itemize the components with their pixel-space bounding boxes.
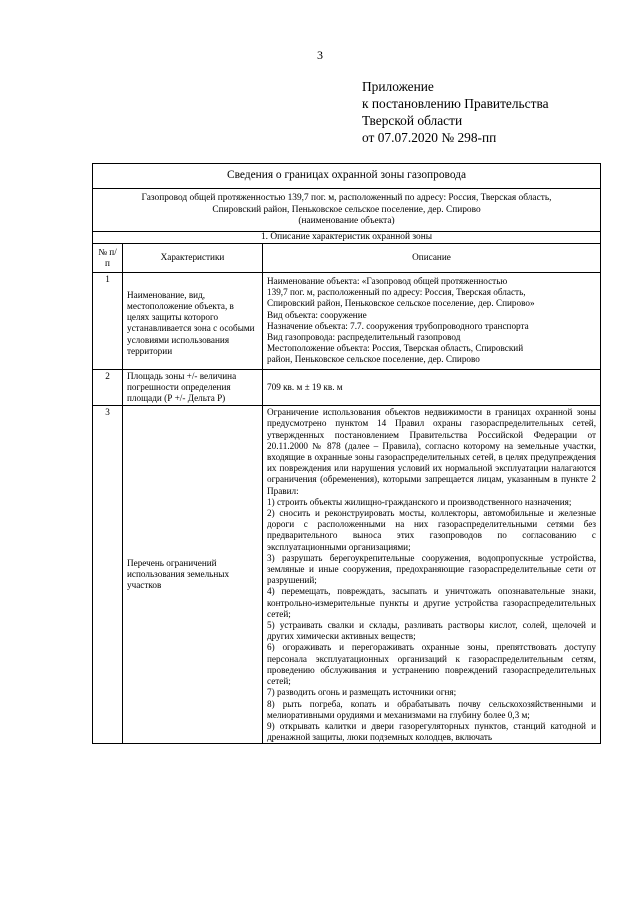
appendix-line: Приложение: [362, 79, 434, 94]
object-name-cell: [93, 189, 601, 232]
description-line: район, Пеньковское сельское поселение, дер. Спирово: [267, 354, 480, 365]
restriction-item: 1) строить объекты жилищно-гражданского и производственного назначения;: [267, 496, 572, 507]
object-name-caption: (наименование объекта): [298, 216, 395, 227]
row-number: 2: [93, 369, 123, 406]
page-number: 3: [317, 48, 323, 62]
appendix-header: [362, 78, 632, 146]
table-title: Сведения о границах охранной зоны газопровода: [93, 164, 601, 189]
row-characteristic: Площадь зоны +/- величина погрешности определения площади (Р +/- Дельта Р): [123, 369, 263, 406]
restriction-item: 6) огораживать и перегораживать охранные зоны, препятствовать доступу персонала эксплуатационных организаций к газораспределительным сетям, проведению обслуживания и устранению повреждений газораспределительных сетей;: [267, 642, 597, 687]
object-name-line: Газопровод общей протяженностью 139,7 пог. м, расположенный по адресу: Россия, Тверская область,: [141, 193, 552, 203]
description-line: Спировский район, Пеньковское сельское поселение, дер. Спирово»: [267, 298, 535, 309]
description-line: 139,7 пог. м, расположенный по адресу: Россия, Тверская область,: [267, 287, 526, 298]
header-description: Описание: [263, 243, 601, 272]
row-description: [263, 272, 601, 369]
table-row: [93, 272, 601, 369]
row-number: 3: [93, 406, 123, 744]
description-line: Назначение объекта: 7.7. сооружения трубопроводного транспорта: [267, 320, 529, 331]
table-row: [93, 369, 601, 406]
header-num: № п/п: [93, 243, 123, 272]
object-name-line: Спировский район, Пеньковское сельское поселение, дер. Спирово: [212, 204, 481, 215]
row-characteristic: Перечень ограничений использования земельных участков: [123, 406, 263, 744]
description-line: Наименование объекта: «Газопровод общей протяженностью: [267, 275, 508, 286]
row-description: 709 кв. м ± 19 кв. м: [263, 369, 601, 406]
section-title: 1. Описание характеристик охранной зоны: [93, 231, 601, 243]
row-description: [263, 406, 601, 744]
appendix-line: к постановлению Правительства: [362, 96, 549, 111]
description-line: Местоположение объекта: Россия, Тверская область, Спировский: [267, 343, 524, 354]
appendix-line: от 07.07.2020 № 298-пп: [362, 130, 497, 145]
row-number: 1: [93, 272, 123, 369]
restriction-item: 7) разводить огонь и размещать источники огня;: [267, 687, 457, 698]
restriction-item: 3) разрушать берегоукрепительные сооружения, водопропускные устройства, земляные и иные сооружения, предохраняющие газораспределительные сети от разрушений;: [267, 552, 597, 586]
row-characteristic: Наименование, вид, местоположение объекта, в целях защиты которого устанавливается зона с особыми условиями использования территории: [123, 272, 263, 369]
description-line: Вид объекта: сооружение: [267, 309, 367, 320]
restriction-item: 9) открывать калитки и двери газорегуляторных пунктов, станций катодной и дренажной защиты, люки подземных колодцев, включать: [267, 720, 597, 743]
protection-zone-table: [92, 163, 601, 744]
header-characteristics: Характеристики: [123, 243, 263, 272]
restriction-item: 2) сносить и реконструировать мосты, коллекторы, автомобильные и железные дороги с расположенными на них газораспределительными сетями без предварительного выноса этих газопроводов по согласованию с эксплуатационными организациями;: [267, 508, 597, 552]
restriction-item: 4) перемещать, повреждать, засыпать и уничтожать опознавательные знаки, контрольно-измерительные пункты и другие устройства газораспределительных сетей;: [267, 586, 597, 619]
restriction-paragraph: Ограничение использования объектов недвижимости в границах охранной зоны предусмотрено пунктом 14 Правил охраны газораспределительных сетей, утвержденных постановлением Правительства Российской Федерации от 20.11.2000 № 878 (далее – Правила), согласно которому на земельные участки, входящие в охранные зоны газораспределительных сетей, в целях предупреждения их повреждения или нарушения условий их нормальной эксплуатации налагаются ограничения (обременения), которыми запрещается лицам, указанным в пункте 2 Правил:: [267, 407, 597, 496]
table-row: [93, 406, 601, 744]
description-line: Вид газопровода: распределительный газопровод: [267, 332, 461, 342]
restriction-item: 8) рыть погреба, копать и обрабатывать почву сельскохозяйственными и мелиоративными орудиями и механизмами на глубину более 0,3 м;: [267, 698, 597, 720]
restriction-item: 5) устраивать свалки и склады, разливать растворы кислот, солей, щелочей и других химически активных веществ;: [267, 620, 597, 642]
appendix-line: Тверской области: [362, 113, 463, 128]
